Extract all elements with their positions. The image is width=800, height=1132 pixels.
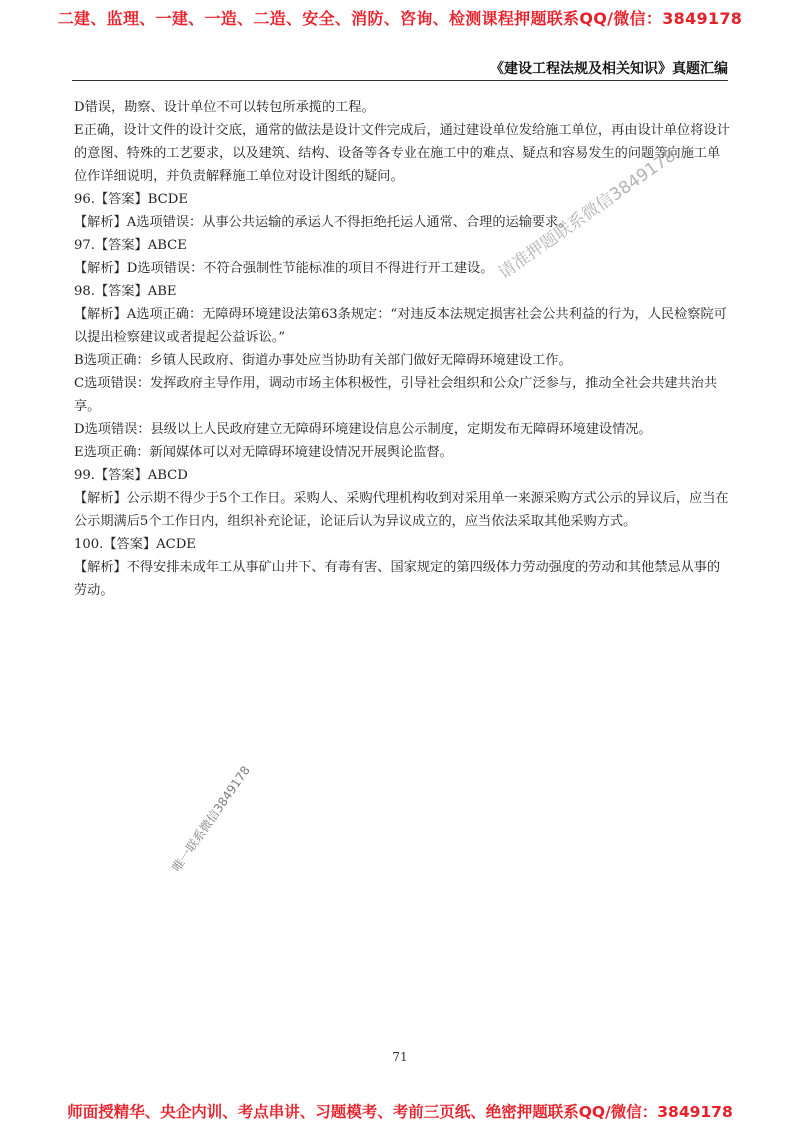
- watermark-primary: 请准押题联系微信3849178: [494, 145, 680, 284]
- bottom-contact-banner: 师面授精华、央企内训、考点串讲、习题模考、考前三页纸、绝密押题联系QQ/微信：3849178: [67, 1103, 733, 1121]
- header-divider: [72, 80, 728, 81]
- answer-97: 97.【答案】ABCE: [74, 238, 187, 253]
- analysis-96: 【解析】A选项错误：从事公共运输的承运人不得拒绝托运人通常、合理的运输要求。: [74, 215, 572, 230]
- analysis-98-c: C选项错误：发挥政府主导作用，调动市场主体积极性，引导社会组织和公众广泛参与，推动全社会共建共治共享。: [74, 376, 718, 414]
- answer-98: 98.【答案】ABE: [74, 284, 177, 299]
- analysis-98-a: 【解析】A选项正确：无障碍环境建设法第63条规定：“对违反本法规定损害社会公共利益的行为，人民检察院可以提出检察建议或者提起公益诉讼。”: [74, 307, 727, 345]
- analysis-97: 【解析】D选项错误：不符合强制性节能标准的项目不得进行开工建设。: [74, 261, 494, 276]
- watermark-secondary: 唯一联系微信3849178: [169, 763, 253, 875]
- analysis-98-e: E选项正确：新闻媒体可以对无障碍环境建设情况开展舆论监督。: [74, 445, 453, 460]
- paragraph-d-error: D错误，勘察、设计单位不可以转包所承揽的工程。: [74, 100, 375, 115]
- analysis-98-d: D选项错误：县级以上人民政府建立无障碍环境建设信息公示制度，定期发布无障碍环境建设情况。: [74, 422, 652, 437]
- page-number: 71: [392, 1050, 408, 1064]
- analysis-100: 【解析】不得安排未成年工从事矿山井下、有毒有害、国家规定的第四级体力劳动强度的劳动和其他禁忌从事的劳动。: [74, 560, 721, 598]
- book-title: 《建设工程法规及相关知识》真题汇编: [490, 61, 728, 77]
- answer-99: 99.【答案】ABCD: [74, 468, 188, 483]
- answer-100: 100.【答案】ACDE: [74, 537, 196, 552]
- paragraph-e-correct: E正确，设计文件的设计交底，通常的做法是设计文件完成后，通过建设单位发给施工单位，再由设计单位将设计的意图、特殊的工艺要求，以及建筑、结构、设备等各专业在施工中的难点、疑点和容易发生的问题等向施工单位作详细说明，并负责解释施工单位对设计图纸的疑问。: [74, 123, 730, 184]
- analysis-98-b: B选项正确：乡镇人民政府、街道办事处应当协助有关部门做好无障碍环境建设工作。: [74, 353, 572, 368]
- analysis-99: 【解析】公示期不得少于5个工作日。采购人、采购代理机构收到对采用单一来源采购方式公示的异议后，应当在公示期满后5个工作日内，组织补充论证，论证后认为异议成立的，应当依法采取其他采购方式。: [74, 491, 729, 529]
- answer-96: 96.【答案】BCDE: [74, 192, 188, 207]
- top-contact-banner: 二建、监理、一建、一造、二造、安全、消防、咨询、检测课程押题联系QQ/微信：3849178: [57, 9, 743, 28]
